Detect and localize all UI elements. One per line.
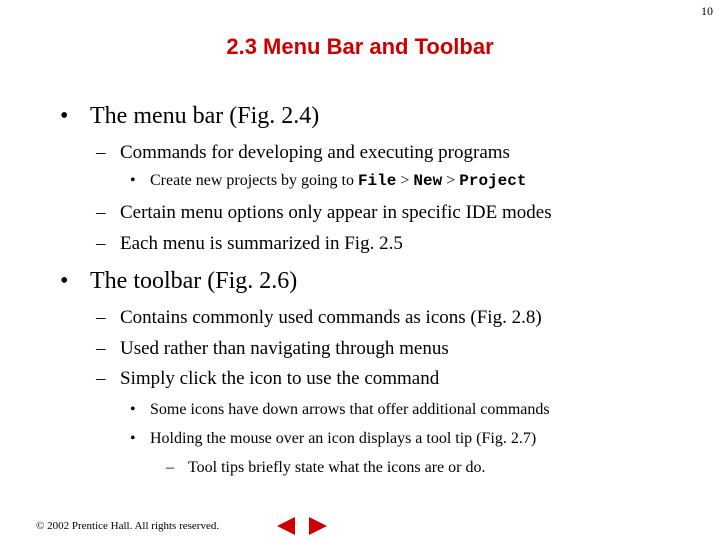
dash-marker: – bbox=[96, 142, 106, 163]
sub-sub-bullet-holding-mouse bbox=[130, 430, 536, 448]
slide-title: 2.3 Menu Bar and Toolbar bbox=[226, 34, 494, 59]
dash-marker: – bbox=[96, 202, 106, 223]
sub-sub-bullet-create bbox=[130, 172, 526, 190]
page-number: 10 bbox=[701, 4, 713, 18]
bullet-toolbar bbox=[60, 268, 297, 295]
left-arrow-icon bbox=[274, 515, 298, 537]
bullet-marker: • bbox=[130, 401, 136, 418]
sub-sub-bullet-text: Holding the mouse over an icon displays a tool tip (Fig. 2.7) bbox=[150, 430, 537, 447]
path-separator: > bbox=[400, 172, 410, 189]
copyright-footer: © 2002 Prentice Hall. All rights reserved. bbox=[36, 520, 220, 532]
dash-marker: – bbox=[166, 459, 174, 476]
bullet-text: The menu bar (Fig. 2.4) bbox=[90, 103, 320, 129]
sub-sub-bullet-text: Some icons have down arrows that offer additional commands bbox=[150, 401, 550, 418]
sub-sub-bullet-down-arrows bbox=[130, 401, 550, 419]
path-separator: > bbox=[446, 172, 456, 189]
bullet-text: The toolbar (Fig. 2.6) bbox=[90, 268, 298, 294]
bullet-marker: • bbox=[130, 430, 136, 447]
dash-marker: – bbox=[96, 338, 106, 359]
sub-bullet-each-menu bbox=[96, 233, 403, 255]
bullet-menu-bar bbox=[60, 103, 319, 130]
sub-bullet-contains bbox=[96, 307, 542, 329]
path-file: File bbox=[357, 172, 397, 190]
level4-bullet-tool-tips bbox=[166, 459, 485, 477]
sub-bullet-used-rather bbox=[96, 338, 449, 360]
level4-bullet-text: Tool tips briefly state what the icons are or do. bbox=[188, 459, 486, 476]
sub-bullet-text: Simply click the icon to use the command bbox=[120, 368, 440, 389]
sub-bullet-text: Each menu is summarized in Fig. 2.5 bbox=[120, 233, 403, 254]
dash-marker: – bbox=[96, 368, 106, 389]
bullet-marker: • bbox=[60, 268, 69, 294]
dash-marker: – bbox=[96, 233, 106, 254]
sub-bullet-text: Commands for developing and executing programs bbox=[120, 142, 510, 163]
bullet-marker: • bbox=[60, 103, 69, 129]
dash-marker: – bbox=[96, 307, 106, 328]
sub-bullet-text: Certain menu options only appear in specific IDE modes bbox=[120, 202, 552, 223]
path-project: Project bbox=[459, 172, 527, 190]
right-arrow-icon bbox=[306, 515, 330, 537]
create-text: Create new projects by going to bbox=[150, 172, 358, 189]
sub-bullet-certain-options bbox=[96, 202, 552, 224]
sub-bullet-commands bbox=[96, 142, 510, 164]
bullet-marker: • bbox=[130, 172, 136, 189]
sub-bullet-text: Contains commonly used commands as icons (Fig. 2.8) bbox=[120, 307, 542, 328]
path-new: New bbox=[413, 172, 443, 190]
sub-bullet-text: Used rather than navigating through menus bbox=[120, 338, 449, 359]
next-slide-button[interactable] bbox=[306, 515, 330, 537]
previous-slide-button[interactable] bbox=[274, 515, 298, 537]
sub-bullet-simply-click bbox=[96, 368, 439, 390]
